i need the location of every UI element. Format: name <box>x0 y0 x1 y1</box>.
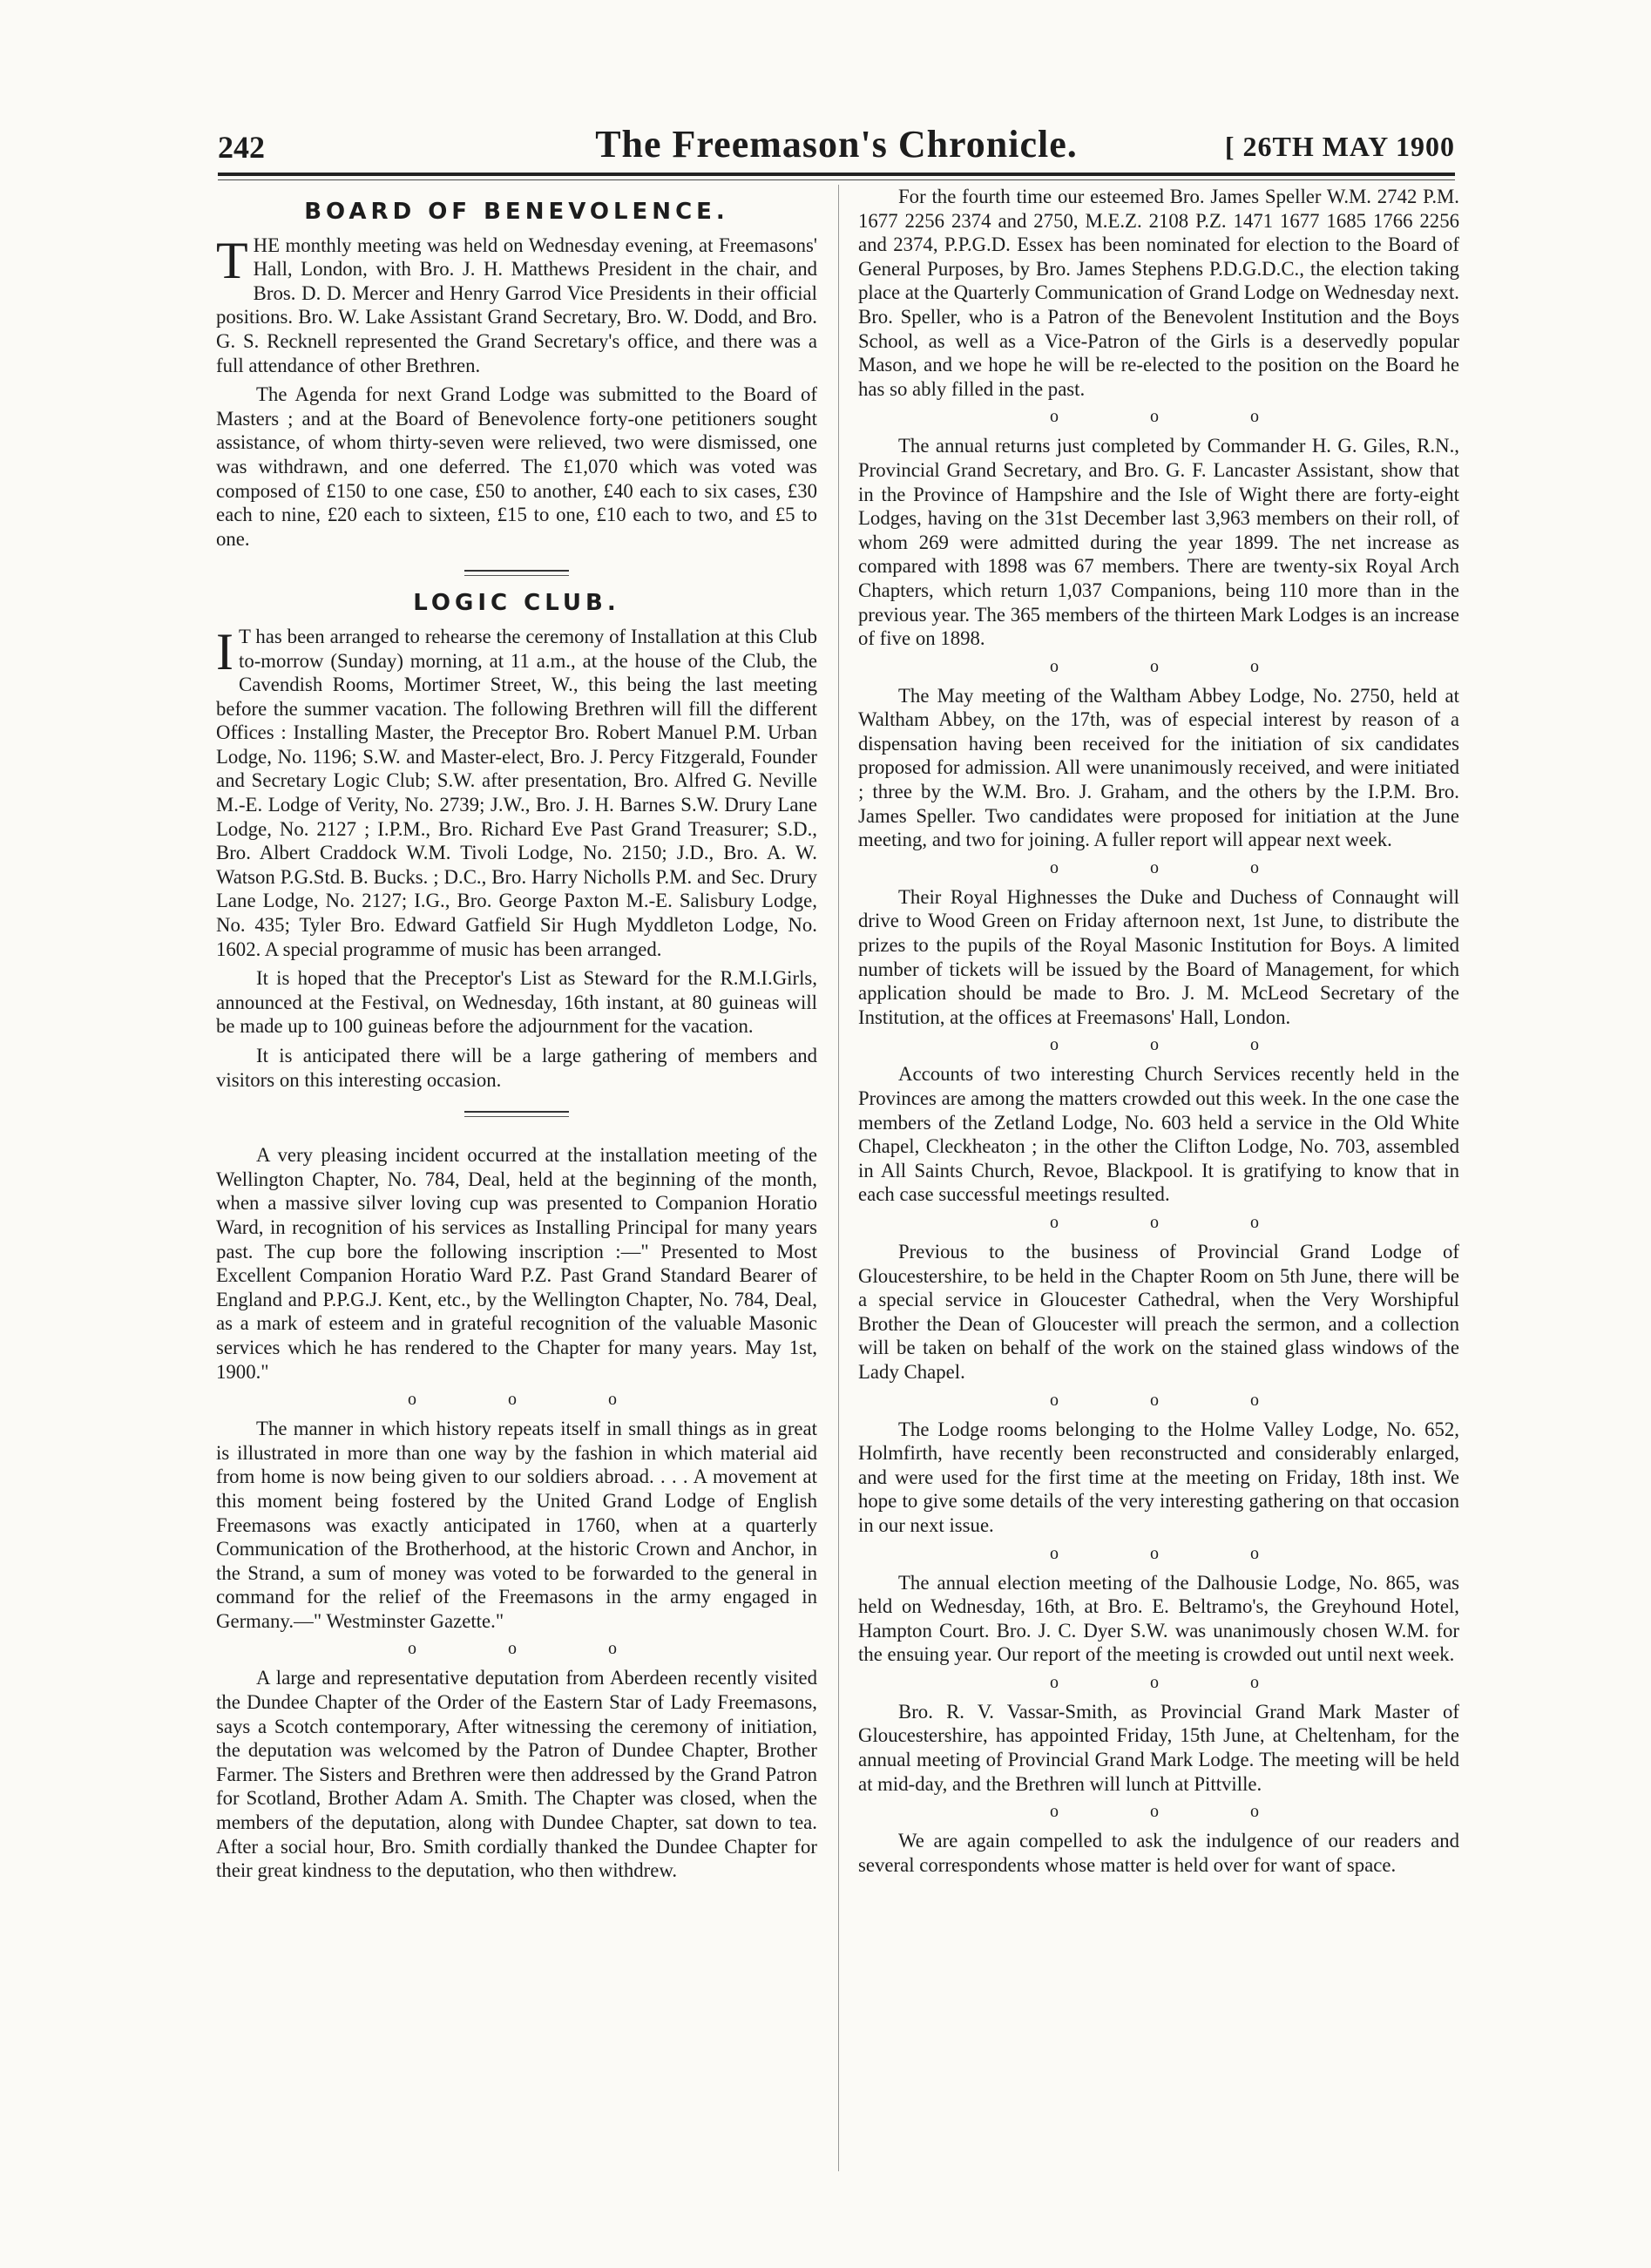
masthead <box>218 122 1455 167</box>
section-separator <box>464 570 569 576</box>
paragraph-divider: o o o <box>1050 1543 1303 1563</box>
masthead-rule-thin <box>218 179 1455 180</box>
dalhousie-paragraph: The annual election meeting of the Dalhousie Lodge, No. 865, was held on Wednesday, 16th, at Bro. E. Beltramo's, the Greyhound Hotel, Hampton Court. Bro. J. C. Dyer S.W. was unanimously chosen W.M. for the ensuing year. Our report of the meeting is crowded out until next week. <box>858 1571 1459 1666</box>
board-dropcap: T <box>216 231 248 289</box>
vassar-paragraph: Bro. R. V. Vassar-Smith, as Provincial Grand Mark Master of Gloucestershire, has appointed Friday, 15th June, at Cheltenham, for the annual meeting of Provincial Grand Mark Lodge. The meeting will be held at mid-day, and the Brethren will lunch at Pittville. <box>858 1700 1459 1795</box>
column-divider <box>838 185 839 2171</box>
hampshire-paragraph: The annual returns just completed by Commander H. G. Giles, R.N., Provincial Grand Secretary, and Bro. G. F. Lancaster Assistant, show that in the Province of Hampshire and the Isle of Wight there are forty-eight Lodges, having on the 31st December last 3,963 members on their roll, of whom 269 were admitted during the year 1899. The net increase as compared with 1898 was 67 members. There are twenty-six Royal Arch Chapters, which return 1,037 Companions, being 110 more than in the previous year. The 365 members of the thirteen Mark Lodges is an increase of five on 1898. <box>858 435 1459 650</box>
connaught-paragraph: Their Royal Highnesses the Duke and Duchess of Connaught will drive to Wood Green on Friday afternoon next, 1st June, to distribute the prizes to the pupils of the Royal Masonic Institution for Boys. A limited number of tickets will be issued by the Board of Management, for which application should be made to Bro. J. M. McLeod Secretary of the Institution, at the offices at Freemasons' Hall, London. <box>858 885 1459 1028</box>
logic-paragraph-3: It is anticipated there will be a large gathering of members and visitors on this interesting occasion. <box>216 1045 817 1091</box>
left-column <box>216 185 817 1888</box>
right-column <box>858 185 1459 1882</box>
indulgence-paragraph: We are again compelled to ask the indulgence of our readers and several correspondents whose matter is held over for want of space. <box>858 1830 1459 1876</box>
publication-title: The Freemason's Chronicle. <box>595 123 1078 166</box>
board-paragraph-1: THE monthly meeting was held on Wednesday evening, at Freemasons' Hall, London, with Bro. J. H. Matthews President in the chair, and Bros. D. D. Mercer and Henry Garrod Vice Presidents in their official positions. Bro. W. Lake Assistant Grand Secretary, Bro. W. Dodd, and Bro. G. S. Recknell represented the Grand Secretary's office, and there was a full attendance of other Brethren. <box>216 231 817 376</box>
paragraph-divider: o o o <box>408 1390 660 1410</box>
page-number: 242 <box>218 130 265 165</box>
masthead-rule <box>218 173 1455 176</box>
history-paragraph: The manner in which history repeats itself in small things as in great is illustrated in more than one way by the fashion in which material aid from home is now being given to our soldiers abroad. . . . A movement at this moment being fostered by the United Grand Lodge of English Freemasons was exactly anticipated in 1760, when at a quarterly Communication of the Brotherhood, at the historic Crown and Anchor, in the Strand, a sum of money was voted to be forwarded to the general in command for the relief of the Freemasons in the army engaged in Germany.—" Westminster Gazette." <box>216 1418 817 1632</box>
logic-paragraph-1: I T has been arranged to rehearse the ceremony of Installation at this Club to-morrow (Sunday) morning, at 11 a.m., at the house of the Club, the Cavendish Rooms, Mortimer Street, W., this being the last meeting before the summer vacation. The following Brethren will fill the different Offices : Installing Master, the Preceptor Bro. Robert Manuel P.M. Urban Lodge, No. 1196; S.W. and Master-elect, Bro. J. Percy Fitzgerald, Founder and Secretary Logic Club; S.W. after presentation, Bro. Alfred G. Neville M.-E. Lodge of Verity, No. 2739; J.W., Bro. J. H. Barnes S.W. Drury Lane Lodge, No. 2127 ; I.P.M., Bro. Richard Eve Past Grand Treasurer; S.D., Bro. Albert Craddock W.M. Tivoli Lodge, No. 2150; J.D., Bro. A. W. Watson P.G.Std. B. Bucks. ; D.C., Bro. Harry Nicholls P.M. and Sec. Drury Lane Lodge, No. 2127; I.G., Bro. George Paxton M.-E. Salisbury Lodge, No. 435; Tyler Bro. Edward Gatfield Sir Hugh Myddleton Lodge, No. 1602. A special programme of music has been arranged. <box>216 622 817 960</box>
paragraph-divider: o o o <box>1050 1035 1303 1055</box>
paragraph-divider: o o o <box>1050 1390 1303 1410</box>
church-paragraph: Accounts of two interesting Church Services recently held in the Provinces are among the matters crowded out this week. In the one case the members of the Zetland Lodge, No. 603 held a service in the Old White Chapel, Cleckheaton ; in the other the Clifton Lodge, No. 703, assembled in All Saints Church, Revoe, Blackpool. It is gratifying to know that in each case successful meetings resulted. <box>858 1063 1460 1206</box>
section-separator <box>464 1111 569 1117</box>
paragraph-divider: o o o <box>1050 407 1303 427</box>
logic-paragraph-2: It is hoped that the Preceptor's List as Steward for the R.M.I.Girls, announced at the Festival, on Wednesday, 16th instant, at 80 guineas will be made up to 100 guineas before the adjournment for the vacation. <box>216 967 817 1038</box>
board-heading: BOARD OF BENEVOLENCE. <box>304 199 729 225</box>
logic-dropcap: I <box>216 622 233 680</box>
paragraph-divider: o o o <box>1050 1672 1303 1692</box>
paragraph-divider: o o o <box>1050 1802 1303 1822</box>
aberdeen-paragraph: A large and representative deputation from Aberdeen recently visited the Dundee Chapter of the Order of the Eastern Star of Lady Freemasons, says a Scotch contemporary, After witnessing the ceremony of initiation, the deputation was welcomed by the Patron of Dundee Chapter, Brother Farmer. The Sisters and Brethren were then addressed by the Grand Patron for Scotland, Brother Adam A. Smith. The Chapter was closed, when the members of the deputation, along with Dundee Chapter, sat down to tea. After a social hour, Bro. Smith cordially thanked the Dundee Chapter for their great kindness to the deputation, who then withdrew. <box>216 1667 817 1882</box>
speller-paragraph: For the fourth time our esteemed Bro. James Speller W.M. 2742 P.M. 1677 2256 2374 and 2750, M.E.Z. 2108 P.Z. 1471 1677 1685 1766 2256 and 2374, P.P.G.D. Essex has been nominated for election to the Board of General Purposes, by Bro. James Stephens P.D.G.D.C., the election taking place at the Quarterly Communication of Grand Lodge on Wednesday next. Bro. Speller, who is a Patron of the Benevolent Institution and the Boys School, as well as a Vice-Patron of the Girls is a deservedly popular Mason, and we hope he will be re-elected to the position on the Board he has so ably filled in the past. <box>858 186 1459 400</box>
paragraph-divider: o o o <box>1050 1212 1303 1232</box>
holme-paragraph: The Lodge rooms belonging to the Holme Valley Lodge, No. 652, Holmfirth, have recently been reconstructed and considerably enlarged, and were used for the first time at the meeting on Friday, 18th inst. We hope to give some details of the very interesting gathering on that occasion in our next issue. <box>858 1418 1459 1536</box>
board-paragraph-2: The Agenda for next Grand Lodge was submitted to the Board of Masters ; and at the Board of Benevolence forty-one petitioners sought assistance, of whom thirty-seven were relieved, two were dismissed, one was withdrawn, and one deferred. The £1,070 which was voted was composed of £150 to one case, £50 to another, £40 each to six cases, £30 each to nine, £20 each to sixteen, £15 to one, £10 each to two, and £5 to one. <box>216 383 817 550</box>
paragraph-divider: o o o <box>1050 857 1303 877</box>
cup-paragraph: A very pleasing incident occurred at the installation meeting of the Wellington Chapter, No. 784, Deal, held at the beginning of the month, when a massive silver loving cup was presented to Companion Horatio Ward, in recognition of his services as Installing Principal for many years past. The cup bore the following inscription :—" Presented to Most Excellent Companion Horatio Ward P.Z. Past Grand Standard Bearer of England and P.P.G.J. Kent, etc., by the Wellington Chapter, No. 784, Deal, as a mark of esteem and in grateful recognition of the valuable Masonic services which he has rendered to the Chapter for many years. May 1st, 1900." <box>216 1144 817 1383</box>
waltham-paragraph: The May meeting of the Waltham Abbey Lodge, No. 2750, held at Waltham Abbey, on the 17th, was of especial interest by reason of a dispensation having been received for the initiation of six candidates proposed for admission. All were unanimously received, and were initiated ; three by the W.M. Bro. J. Graham, and the others by the I.P.M. Bro. James Speller. Two candidates were proposed for initiation at the June meeting, and two for joining. A fuller report will appear next week. <box>858 684 1459 851</box>
paragraph-divider: o o o <box>408 1639 660 1659</box>
logic-heading: LOGIC CLUB. <box>413 590 620 617</box>
issue-date: [ 26TH MAY 1900 <box>1224 131 1455 162</box>
paragraph-divider: o o o <box>1050 656 1303 676</box>
gloucester-paragraph: Previous to the business of Provincial Grand Lodge of Gloucestershire, to be held in the Chapter Room on 5th June, there will be a special service in Gloucester Cathedral, when the Very Worshipful Brother the Dean of Gloucester will preach the sermon, and a collection will be taken on behalf of the work on the stained glass windows of the Lady Chapel. <box>858 1240 1459 1383</box>
